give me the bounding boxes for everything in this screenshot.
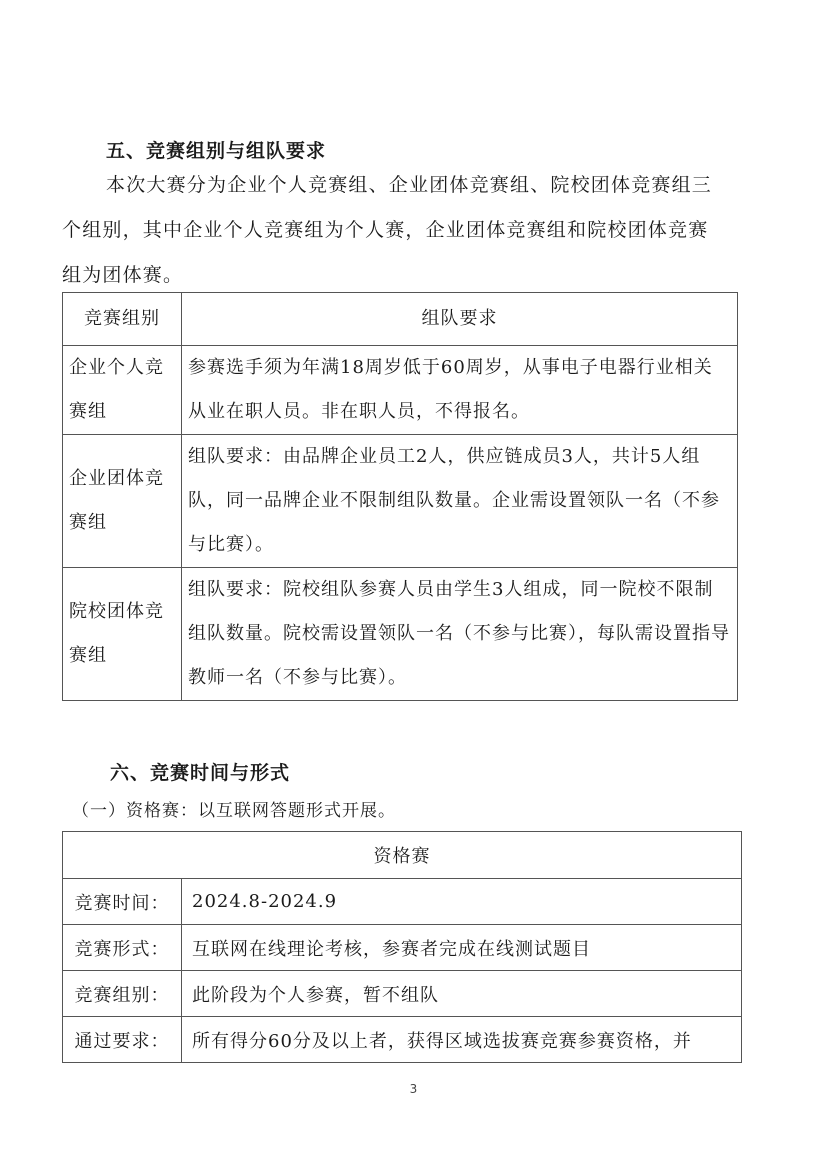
table-row: [63, 1017, 742, 1063]
value-cell: 2024.8-2024.9: [182, 879, 742, 925]
table-row: [63, 971, 742, 1017]
table-row: [63, 568, 738, 701]
group-cell: 企业团体竞赛组: [63, 435, 182, 568]
table-row: [63, 879, 742, 925]
table-header-row: [63, 293, 738, 346]
section-5-paragraph: [62, 163, 742, 298]
para-line-1: 本次大赛分为企业个人竞赛组、企业团体竞赛组、院校团体竞赛组三: [106, 174, 713, 196]
table-header-row: [63, 832, 742, 879]
para-line-2: 个组别，其中企业个人竞赛组为个人赛，企业团体竞赛组和院校团体竞赛: [62, 219, 709, 241]
value-cell: 所有得分60分及以上者，获得区域选拔赛竞赛参赛资格，并: [182, 1017, 742, 1063]
group-cell: 企业个人竞赛组: [63, 346, 182, 435]
label-cell: 竞赛时间：: [63, 879, 182, 925]
table-row: [63, 435, 738, 568]
section-5-heading: 五、竞赛组别与组队要求: [106, 140, 327, 162]
requirement-cell: 组队要求：由品牌企业员工2人，供应链成员3人，共计5人组队，同一品牌企业不限制组队数量。企业需设置领队一名（不参与比赛）。: [182, 435, 738, 568]
value-cell: 此阶段为个人参赛，暂不组队: [182, 971, 742, 1017]
qualifier-subheading: （一）资格赛：以互联网答题形式开展。: [72, 801, 396, 821]
qualifier-table: [62, 831, 742, 1063]
table-row: [63, 925, 742, 971]
qualifier-title: 资格赛: [63, 832, 742, 879]
table-row: [63, 346, 738, 435]
label-cell: 竞赛组别：: [63, 971, 182, 1017]
page-number: 3: [409, 1082, 418, 1096]
label-cell: 竞赛形式：: [63, 925, 182, 971]
label-cell: 通过要求：: [63, 1017, 182, 1063]
requirement-cell: 参赛选手须为年满18周岁低于60周岁，从事电子电器行业相关从业在职人员。非在职人员，不得报名。: [182, 346, 738, 435]
section-6-heading: 六、竞赛时间与形式: [110, 762, 291, 784]
group-cell: 院校团体竞赛组: [63, 568, 182, 701]
team-requirements-table: [62, 292, 738, 701]
value-cell: 互联网在线理论考核，参赛者完成在线测试题目: [182, 925, 742, 971]
header-group: 竞赛组别: [63, 293, 182, 346]
para-line-3: 组为团体赛。: [62, 264, 184, 286]
header-requirement: 组队要求: [182, 293, 738, 346]
requirement-cell: 组队要求：院校组队参赛人员由学生3人组成，同一院校不限制组队数量。院校需设置领队一名（不参与比赛），每队需设置指导教师一名（不参与比赛）。: [182, 568, 738, 701]
